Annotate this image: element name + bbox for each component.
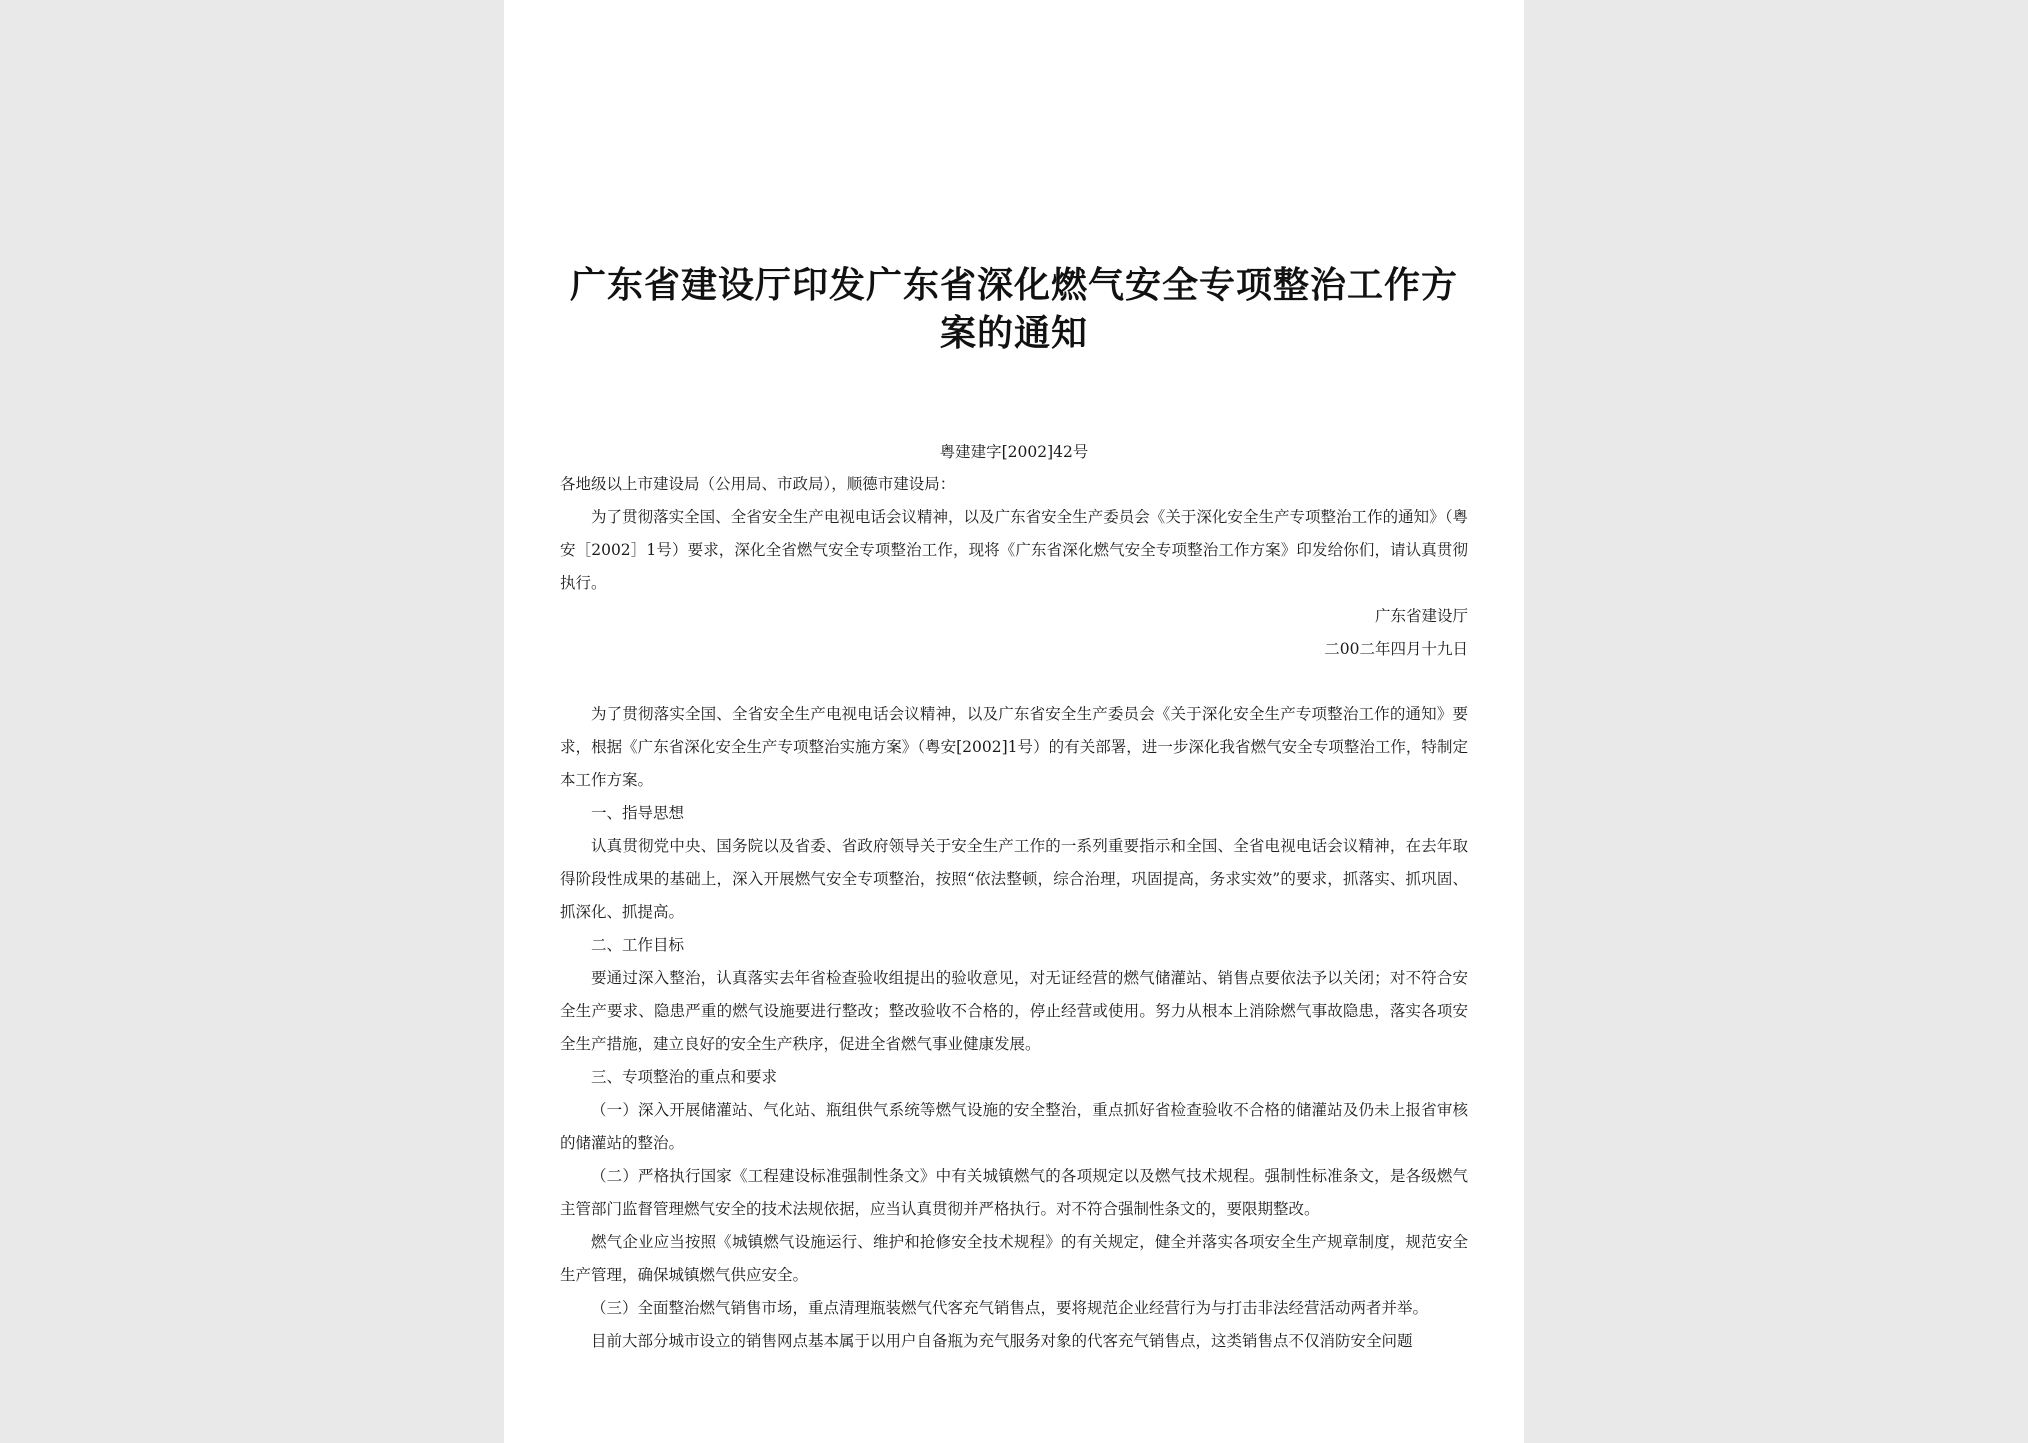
list-item: （三）全面整治燃气销售市场，重点清理瓶装燃气代客充气销售点，要将规范企业经营行为与打击非法经营活动两者并举。: [591, 1299, 1429, 1317]
section-heading: 三、专项整治的重点和要求: [591, 1068, 778, 1086]
section-heading: 一、指导思想: [591, 804, 685, 822]
section-text: 认真贯彻党中央、国务院以及省委、省政府领导关于安全生产工作的一系列重要指示和全国、全省电视电话会议精神，在去年取得阶段性成果的基础上，深入开展燃气安全专项整治，按照“依法整顿，综合治理，巩固提高，务求实效”的要求，抓落实、抓巩固、抓深化、抓提高。: [560, 837, 1468, 921]
addressee: 各地级以上市建设局（公用局、市政局），顺德市建设局：: [560, 475, 956, 493]
section-text: 要通过深入整治，认真落实去年省检查验收组提出的验收意见，对无证经营的燃气储灌站、销售点要依法予以关闭；对不符合安全生产要求、隐患严重的燃气设施要进行整改；整改验收不合格的，停止经营或使用。努力从根本上消除燃气事故隐患，落实各项安全生产措施，建立良好的安全生产秩序，促进全省燃气事业健康发展。: [560, 969, 1468, 1053]
list-item-continuation: 目前大部分城市设立的销售网点基本属于以用户自备瓶为充气服务对象的代客充气销售点，这类销售点不仅消防安全问题: [591, 1332, 1413, 1350]
plan-body: [560, 698, 1468, 1358]
list-item: （一）深入开展储灌站、气化站、瓶组供气系统等燃气设施的安全整治，重点抓好省检查验收不合格的储灌站及仍未上报省审核的储灌站的整治。: [560, 1101, 1468, 1152]
notice-body: [560, 468, 1468, 666]
list-item: （二）严格执行国家《工程建设标准强制性条文》中有关城镇燃气的各项规定以及燃气技术规程。强制性标准条文，是各级燃气主管部门监督管理燃气安全的技术法规依据，应当认真贯彻并严格执行。对不符合强制性条文的，要限期整改。: [560, 1167, 1468, 1218]
section-heading: 二、工作目标: [591, 936, 685, 954]
issuer: 广东省建设厅: [1374, 607, 1468, 625]
document-number: 粤建建字[2002]42号: [939, 443, 1089, 461]
notice-paragraph: 为了贯彻落实全国、全省安全生产电视电话会议精神，以及广东省安全生产委员会《关于深化安全生产专项整治工作的通知》（粤安［2002］1号）要求，深化全省燃气安全专项整治工作，现将《广东省深化燃气安全专项整治工作方案》印发给你们，请认真贯彻执行。: [560, 508, 1468, 592]
issue-date: 二00二年四月十九日: [1324, 640, 1468, 658]
document-page: [504, 0, 1524, 1443]
list-item-continuation: 燃气企业应当按照《城镇燃气设施运行、维护和抢修安全技术规程》的有关规定，健全并落实各项安全生产规章制度，规范安全生产管理，确保城镇燃气供应安全。: [560, 1233, 1468, 1284]
plan-intro: 为了贯彻落实全国、全省安全生产电视电话会议精神，以及广东省安全生产委员会《关于深化安全生产专项整治工作的通知》要求，根据《广东省深化安全生产专项整治实施方案》（粤安[2002]1号）的有关部署，进一步深化我省燃气安全专项整治工作，特制定本工作方案。: [560, 705, 1468, 789]
document-title: 广东省建设厅印发广东省深化燃气安全专项整治工作方案的通知: [569, 265, 1458, 354]
